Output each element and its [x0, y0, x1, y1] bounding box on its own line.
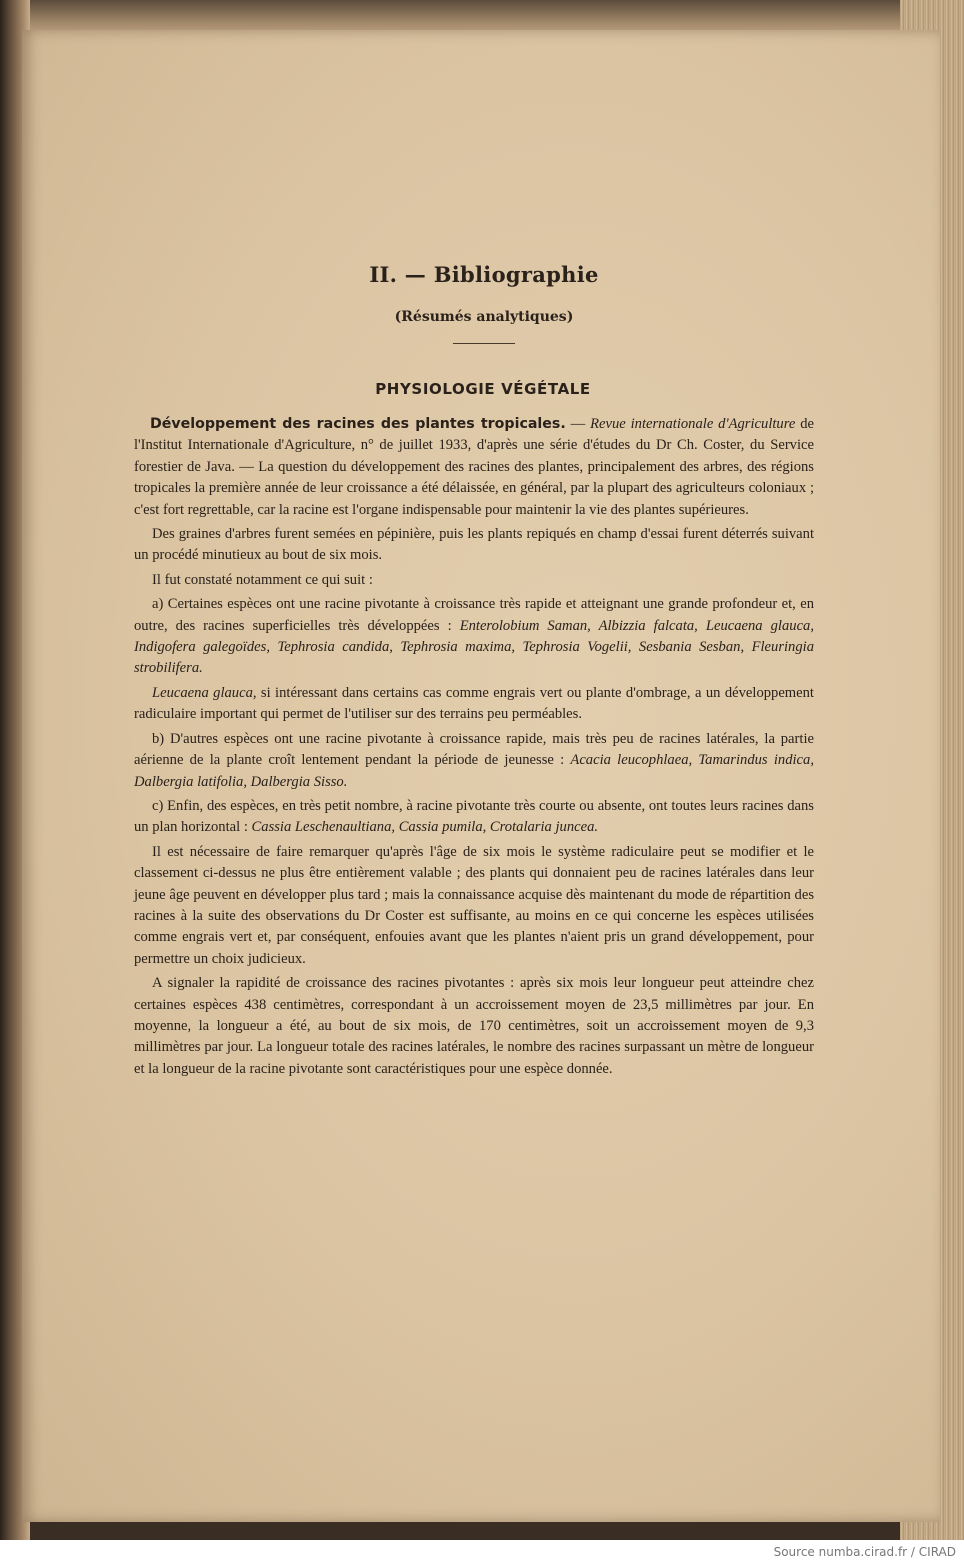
footer-bar: [0, 1540, 964, 1566]
category-heading: PHYSIOLOGIE VÉGÉTALE: [375, 380, 591, 398]
journal-name: Revue internationale d'Agriculture: [590, 416, 796, 432]
group-a-text: a) Certaines espèces ont une racine pivotante à croissance très rapide et atteignant une grande profondeur et, en outre, des racines superficielles très développées :: [134, 596, 814, 634]
group-b-text: b) D'autres espèces ont une racine pivotante à croissance rapide, mais très peu de racines latérales, la partie aérienne de la plante croît lentement pendant la période de jeunesse :: [134, 730, 814, 769]
paragraph-group-a: [134, 594, 814, 680]
title-divider: [453, 343, 515, 344]
leucaena-species: Leucaena glauca,: [152, 684, 257, 701]
page-content: [134, 262, 814, 1080]
paragraph-growth-rate: A signaler la rapidité de croissance des racines pivotantes : après six mois leur longueur peut atteindre chez certaines espèces 438 centimètres, correspondant à un accroissement moyen de 23,5 millimètres par jour. En moyenne, la longueur a été, au bout de six mois, de 170 centimètres, soit un accroissement moyen de 9,3 millimètres par jour. La longueur totale des racines latérales, le nombre des racines surpassant un mètre de longueur et la longueur de la racine pivotante sont caractéristiques pour une espèce donnée.: [134, 975, 814, 1077]
page: [22, 30, 940, 1522]
intro-dash: —: [565, 416, 591, 432]
paragraph-leucaena: [134, 683, 814, 726]
article-title: Développement des racines des plantes tropicales.: [150, 416, 566, 432]
section-subtitle: (Résumés analytiques): [394, 309, 574, 325]
intro-text: de l'Institut Internationale d'Agriculture, n° de juillet 1933, d'après une série d'études du Dr Ch. Coster, du Service forestier de Java. — La question du développement des racines des plantes, principalement des arbres, des régions tropicales la première année de leur croissance a été délaissée, en général, par la plupart des agriculteurs coloniaux ; c'est fort regrettable, car la racine est l'organe indispensable pour maintenir la vie des plantes supérieures.: [134, 416, 814, 518]
source-credit: Source numba.cirad.fr / CIRAD: [773, 1545, 956, 1559]
paragraph-remark: Il est nécessaire de faire remarquer qu'après l'âge de six mois le système radiculaire peut se modifier et le classement ci-dessus ne plus être entièrement valable ; des plants qui donnaient peu de racines latérales dans leur jeune âge peuvent en développer plus tard ; mais la connaissance acquise dès maintenant du mode de répartition des racines à la suite des observations du Dr Coster est suffisante, au moins en ce qui concerne les espèces utilisées comme engrais vert et, par conséquent, enfouies avant que les plantes n'aient pris un grand développement, pour permettre un choix judicieux.: [134, 843, 814, 967]
group-b-species: Acacia leucophlaea, Tamarindus indica, Dalbergia latifolia, Dalbergia Sisso.: [134, 752, 814, 790]
paragraph-group-b: [134, 729, 814, 793]
group-c-species: Cassia Leschenaultiana, Cassia pumila, Crotalaria juncea.: [251, 819, 599, 836]
paragraph-findings-lead: Il fut constaté notamment ce qui suit :: [152, 571, 373, 588]
group-c-text: c) Enfin, des espèces, en très petit nombre, à racine pivotante très courte ou absente, ont toutes leurs racines dans un plan horizontal :: [134, 797, 814, 836]
paragraph-method: Des graines d'arbres furent semées en pépinière, puis les plants repiqués en champ d'essai furent déterrés suivant un procédé minutieux au bout de six mois.: [134, 526, 814, 564]
paragraph-group-c: [134, 796, 814, 839]
section-title: II. — Bibliographie: [369, 262, 599, 287]
group-a-species: Enterolobium Saman, Albizzia falcata, Leucaena glauca, Indigofera galegoïdes, Tephrosia candida, Tephrosia maxima, Tephrosia Vogelii, Sesbania Sesban, Fleuringia strobilifera.: [134, 617, 814, 677]
leucaena-text: si intéressant dans certains cas comme engrais vert ou plante d'ombrage, a un développement radiculaire important qui permet de l'utiliser sur des terrains peu perméables.: [134, 684, 814, 723]
article-intro-paragraph: [134, 414, 814, 521]
